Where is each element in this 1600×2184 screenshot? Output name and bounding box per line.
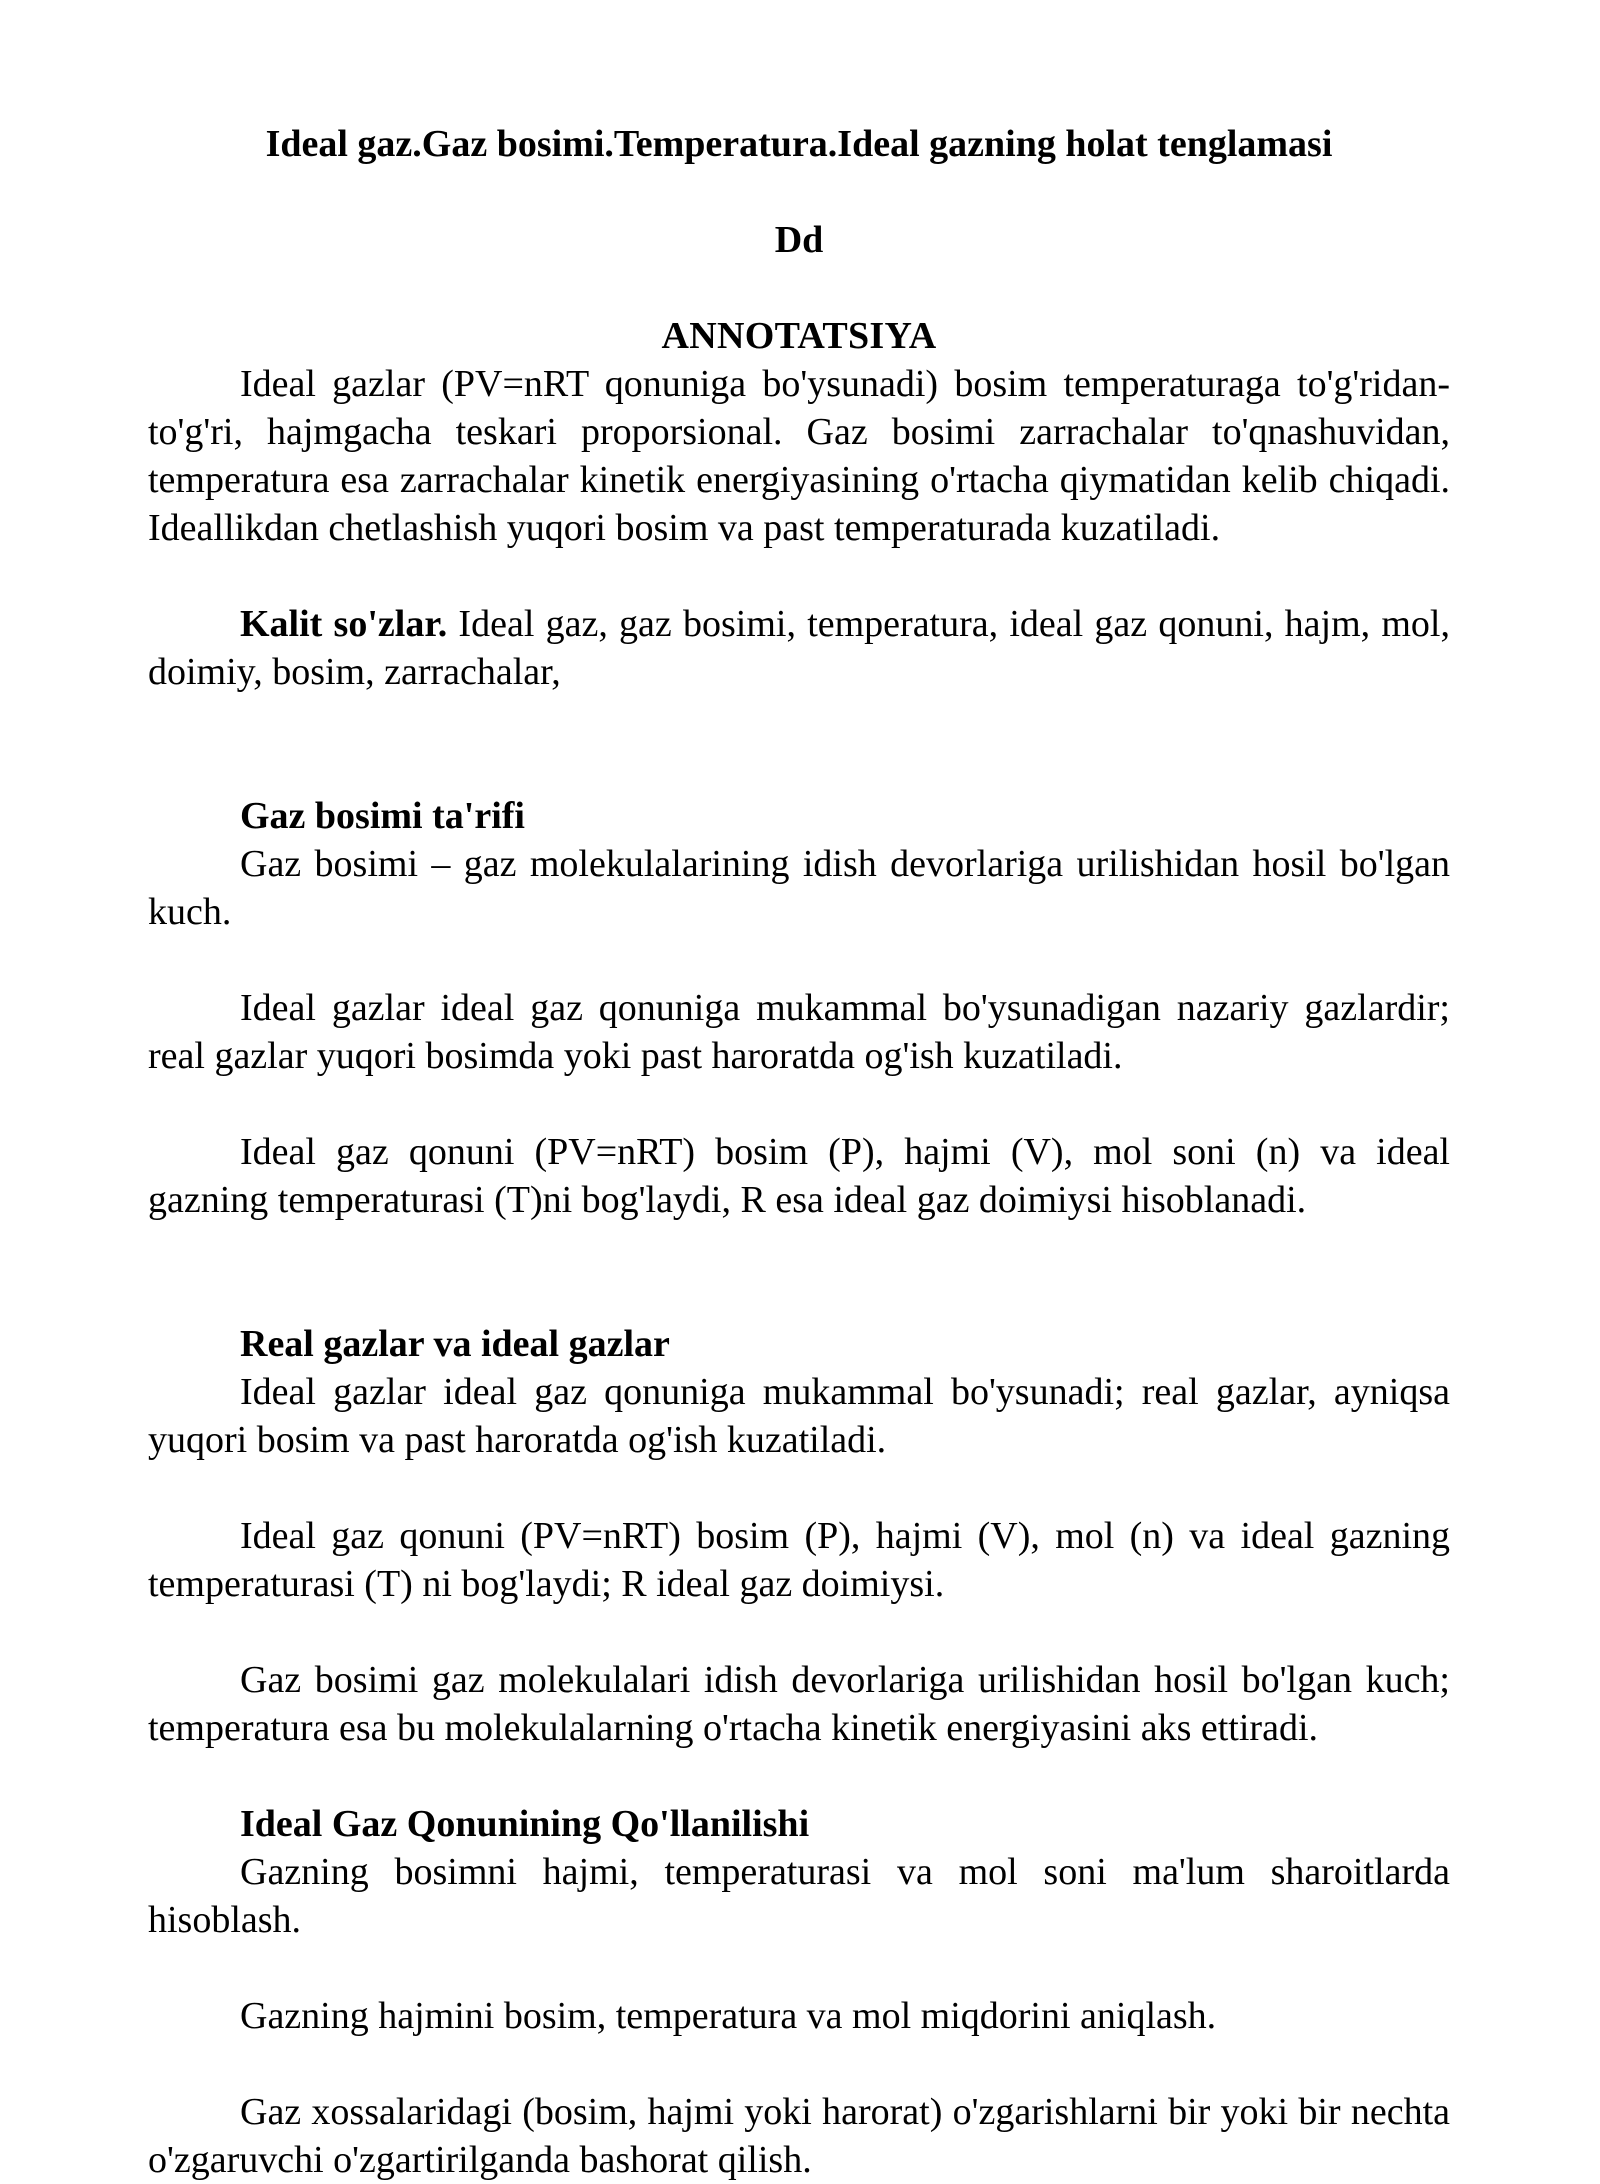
- spacer: [148, 1608, 1450, 1656]
- annotation-heading: ANNOTATSIYA: [661, 315, 937, 357]
- document-subtitle: Dd: [774, 219, 824, 261]
- keywords-label: Kalit so'zlar.: [240, 603, 448, 645]
- annotation-paragraph: Ideal gazlar (PV=nRT qonuniga bo'ysunadi) bosim temperaturaga to'g'ridan-to'g'ri, hajmgacha teskari proporsional. Gaz bosimi zarrachalar to'qnashuvidan, temperatura esa zarrachalar kinetik energiyasining o'rtacha qiymatidan kelib chiqadi. Ideallikdan chetlashish yuqori bosim va past temperaturada kuzatiladi.: [148, 363, 1450, 549]
- spacer: [148, 1944, 1450, 1992]
- section-paragraph-text: Gazning bosimni hajmi, temperaturasi va mol soni ma'lum sharoitlarda hisoblash.: [148, 1851, 1450, 1941]
- section-paragraph: [148, 1992, 1450, 2040]
- section-paragraph: Ideal gazlar ideal gaz qonuniga mukammal bo'ysunadigan nazariy gazlardir; real gazlar yuqori bosimda yoki past haroratda og'ish kuzatiladi.: [148, 987, 1450, 1077]
- section-heading-ideal-gaz-qonunining-qollanilishi: Ideal Gaz Qonunining Qo'llanilishi: [240, 1803, 810, 1845]
- section-paragraph: [148, 1848, 1450, 1944]
- spacer: [148, 696, 1450, 792]
- section-heading-real-gazlar-va-ideal-gazlar: Real gazlar va ideal gazlar: [240, 1323, 670, 1365]
- section-paragraph-text: Gazning hajmini bosim, temperatura va mol miqdorini aniqlash.: [240, 1995, 1217, 2037]
- spacer: [148, 552, 1450, 600]
- section-paragraph: Ideal gaz qonuni (PV=nRT) bosim (P), hajmi (V), mol soni (n) va ideal gazning temperaturasi (T)ni bog'laydi, R esa ideal gaz doimiysi hisoblanadi.: [148, 1131, 1450, 1221]
- document-content: [148, 0, 1450, 2184]
- page-title: Ideal gaz.Gaz bosimi.Temperatura.Ideal gazning holat tenglamasi: [265, 123, 1333, 165]
- section-paragraph: Gaz xossalaridagi (bosim, hajmi yoki harorat) o'zgarishlarni bir yoki bir nechta o'zgaruvchi o'zgartirilganda bashorat qilish.: [148, 2091, 1450, 2181]
- spacer: [148, 2040, 1450, 2088]
- spacer: [148, 1464, 1450, 1512]
- spacer: [148, 1080, 1450, 1128]
- section-paragraph: Ideal gazlar ideal gaz qonuniga mukammal bo'ysunadi; real gazlar, ayniqsa yuqori bosim va past haroratda og'ish kuzatiladi.: [148, 1371, 1450, 1461]
- keywords-paragraph: [148, 600, 1450, 696]
- section-heading-gaz-bosimi-tarifi: Gaz bosimi ta'rifi: [240, 795, 525, 837]
- spacer: [148, 936, 1450, 984]
- keywords-text: Ideal gaz, gaz bosimi, temperatura, ideal gaz qonuni, hajm, mol, doimiy, bosim, zarrachalar,: [148, 603, 1450, 693]
- spacer: [148, 1224, 1450, 1320]
- section-paragraph: Ideal gaz qonuni (PV=nRT) bosim (P), hajmi (V), mol (n) va ideal gazning temperaturasi (T) ni bog'laydi; R ideal gaz doimiysi.: [148, 1515, 1450, 1605]
- spacer: [148, 1752, 1450, 1800]
- section-paragraph: Gaz bosimi – gaz molekulalarining idish devorlariga urilishidan hosil bo'lgan kuch.: [148, 843, 1450, 933]
- section-paragraph: Gaz bosimi gaz molekulalari idish devorlariga urilishidan hosil bo'lgan kuch; temperatura esa bu molekulalarning o'rtacha kinetik energiyasini aks ettiradi.: [148, 1659, 1450, 1749]
